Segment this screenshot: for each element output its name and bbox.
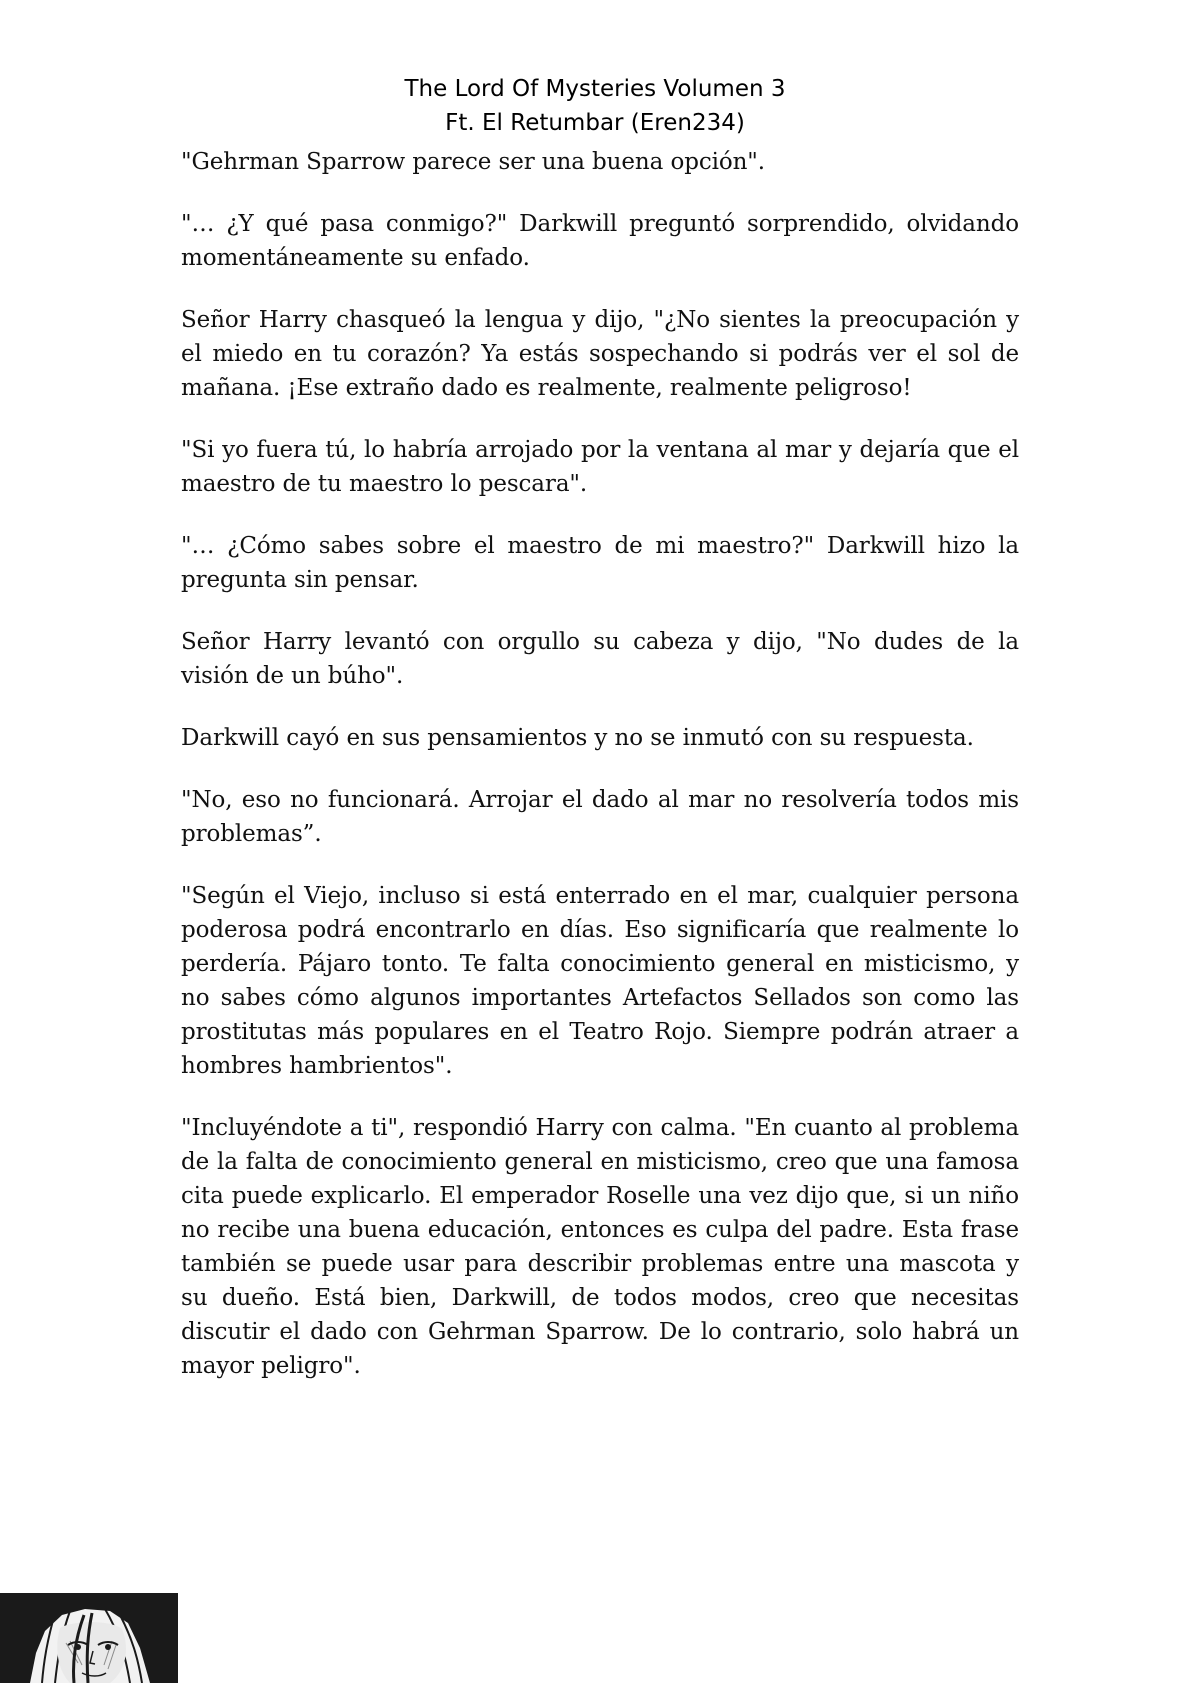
- document-body: [181, 145, 1019, 1411]
- paragraph: Señor Harry chasqueó la lengua y dijo, "¿No sientes la preocupación y el miedo en tu corazón? Ya estás sospechando si podrás ver el sol de mañana. ¡Ese extraño dado es realmente, realmente peligroso!: [181, 307, 1019, 401]
- paragraph: "Si yo fuera tú, lo habría arrojado por la ventana al mar y dejaría que el maestro de tu maestro lo pescara".: [181, 437, 1019, 497]
- paragraph: "… ¿Y qué pasa conmigo?" Darkwill preguntó sorprendido, olvidando momentáneamente su enfado.: [181, 211, 1019, 271]
- paragraph: "Según el Viejo, incluso si está enterrado en el mar, cualquier persona poderosa podrá encontrarlo en días. Eso significaría que realmente lo perdería. Pájaro tonto. Te falta conocimiento general en misticismo, y no sabes cómo algunos importantes Artefactos Sellados son como las prostitutas más populares en el Teatro Rojo. Siempre podrán atraer a hombres hambrientos".: [181, 883, 1019, 1079]
- paragraph: "Incluyéndote a ti", respondió Harry con calma. "En cuanto al problema de la falta de conocimiento general en misticismo, creo que una famosa cita puede explicarlo. El emperador Roselle una vez dijo que, si un niño no recibe una buena educación, entonces es culpa del padre. Esta frase también se puede usar para describir problemas entre una mascota y su dueño. Está bien, Darkwill, de todos modos, creo que necesitas discutir el dado con Gehrman Sparrow. De lo contrario, solo habrá un mayor peligro".: [181, 1115, 1019, 1379]
- paragraph: "Gehrman Sparrow parece ser una buena opción".: [181, 149, 766, 175]
- paragraph: Darkwill cayó en sus pensamientos y no se inmutó con su respuesta.: [181, 725, 974, 751]
- page-header: [0, 72, 1190, 140]
- document-subtitle: Ft. El Retumbar (Eren234): [445, 110, 745, 136]
- manga-character-portrait-icon: [0, 1593, 178, 1683]
- paragraph: "No, eso no funcionará. Arrojar el dado al mar no resolvería todos mis problemas”.: [181, 787, 1019, 847]
- manga-portrait-image: [0, 1593, 178, 1683]
- document-title: The Lord Of Mysteries Volumen 3: [404, 76, 786, 102]
- paragraph: "… ¿Cómo sabes sobre el maestro de mi maestro?" Darkwill hizo la pregunta sin pensar.: [181, 533, 1019, 593]
- paragraph: Señor Harry levantó con orgullo su cabeza y dijo, "No dudes de la visión de un búho".: [181, 629, 1019, 689]
